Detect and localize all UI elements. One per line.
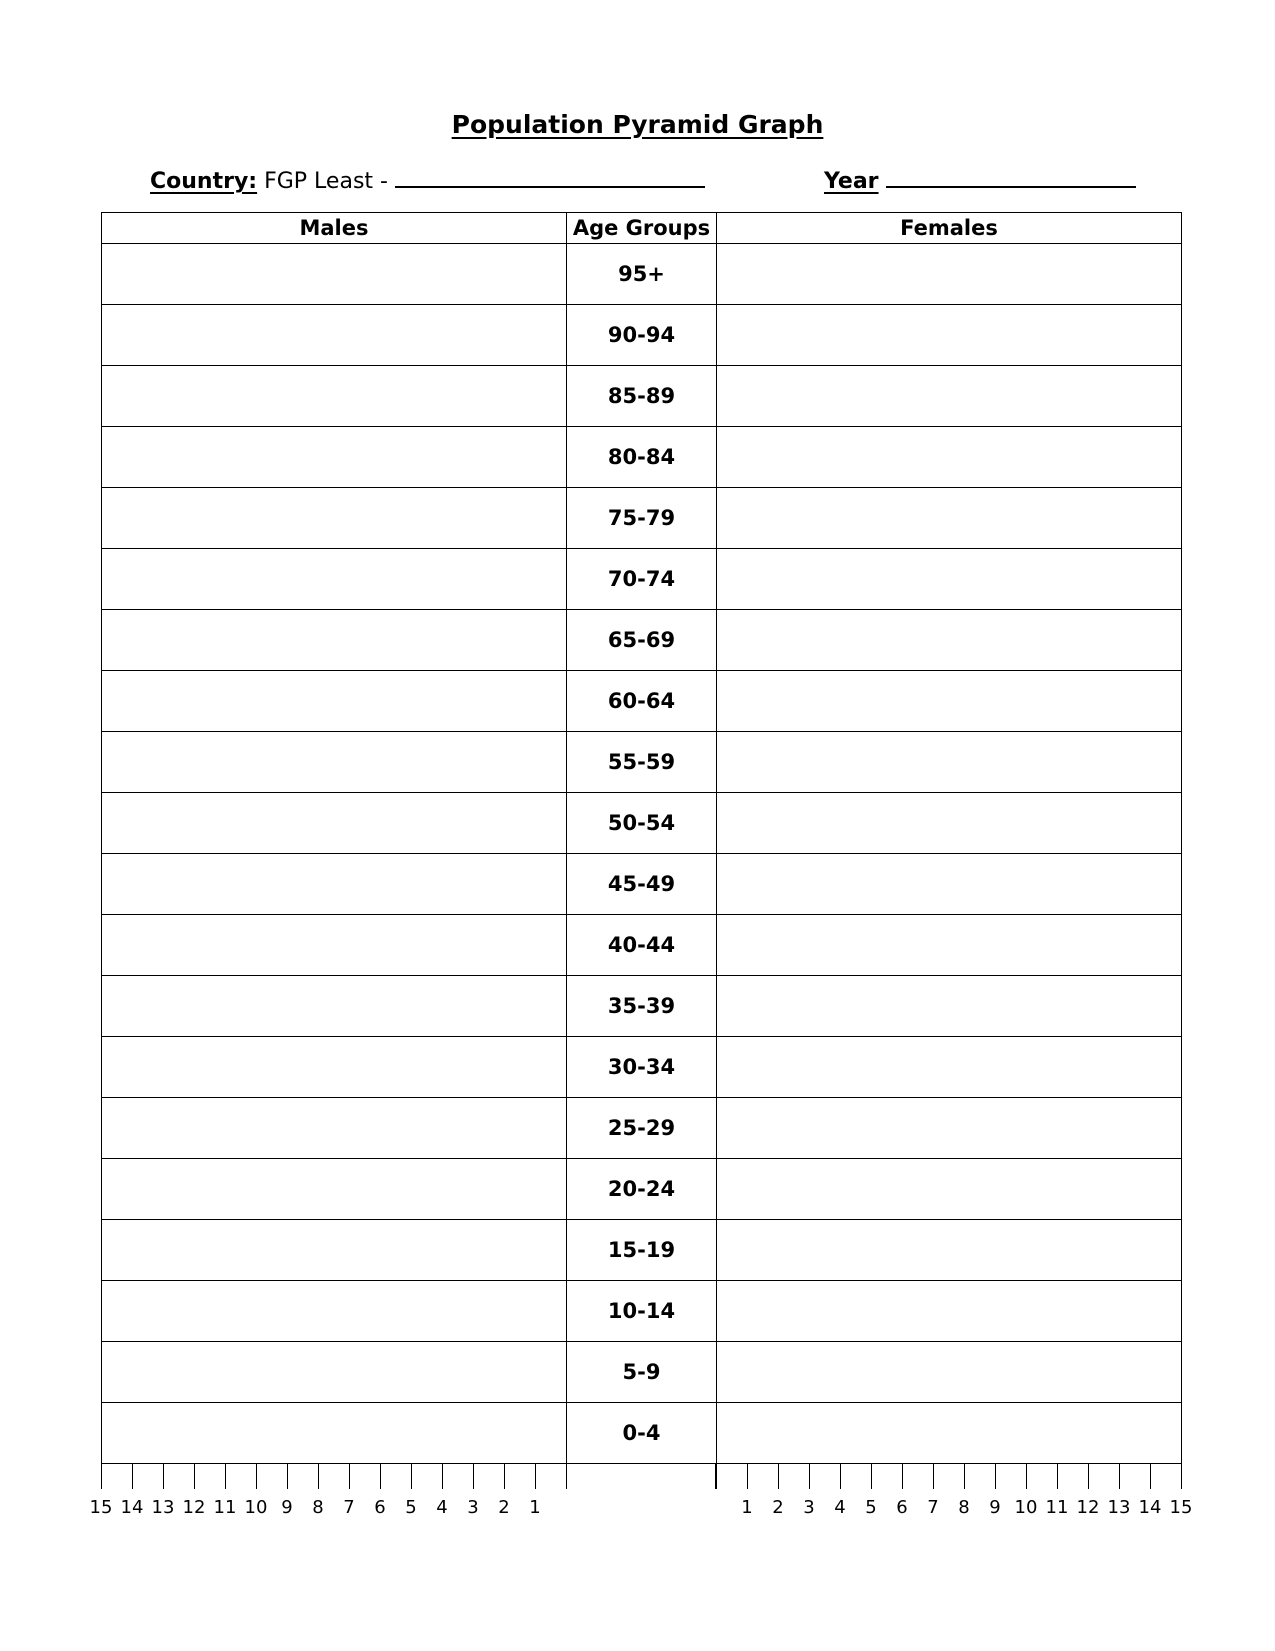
females-axis-tick: [1088, 1463, 1089, 1489]
males-axis-tick: [287, 1463, 288, 1489]
males-axis-tick: [504, 1463, 505, 1489]
males-axis-tick: [132, 1463, 133, 1489]
males-tick-label: 13: [151, 1497, 175, 1518]
table-row: [102, 427, 1182, 488]
table-row: [102, 671, 1182, 732]
females-axis-tick: [964, 1463, 965, 1489]
females-tick-label: 14: [1138, 1497, 1162, 1518]
females-axis-tick: [1119, 1463, 1120, 1489]
females-tick-label: 11: [1045, 1497, 1069, 1518]
table-row: [102, 610, 1182, 671]
females-tick-label: 1: [741, 1497, 753, 1518]
males-scale-axis: [101, 1463, 566, 1493]
males-bar-cell: [102, 1098, 567, 1159]
females-bar-cell: [717, 305, 1182, 366]
females-tick-label: 7: [927, 1497, 939, 1518]
females-bar-cell: [717, 793, 1182, 854]
females-bar-cell: [717, 610, 1182, 671]
females-tick-label: 5: [865, 1497, 877, 1518]
country-blank-line: [395, 162, 705, 188]
males-bar-cell: [102, 1159, 567, 1220]
males-tick-label: 10: [244, 1497, 268, 1518]
table-row: [102, 976, 1182, 1037]
males-axis-tick: [380, 1463, 381, 1489]
table-row: [102, 305, 1182, 366]
males-tick-label: 2: [498, 1497, 510, 1518]
table-header-row: [102, 213, 1182, 244]
age-group-label: 0-4: [567, 1403, 717, 1464]
age-groups-header: Age Groups: [567, 213, 717, 244]
males-bar-cell: [102, 366, 567, 427]
table-row: [102, 549, 1182, 610]
table-row: [102, 244, 1182, 305]
age-group-label: 25-29: [567, 1098, 717, 1159]
country-value: FGP Least -: [264, 169, 388, 194]
age-group-label: 95+: [567, 244, 717, 305]
males-axis-tick: [101, 1463, 102, 1489]
females-axis-tick: [995, 1463, 996, 1489]
females-axis-tick: [1057, 1463, 1058, 1489]
females-bar-cell: [717, 671, 1182, 732]
males-bar-cell: [102, 854, 567, 915]
year-label: Year: [824, 169, 879, 194]
males-bar-cell: [102, 610, 567, 671]
females-axis-tick: [933, 1463, 934, 1489]
table-row: [102, 854, 1182, 915]
country-label: Country:: [150, 169, 258, 194]
females-bar-cell: [717, 427, 1182, 488]
females-bar-cell: [717, 1281, 1182, 1342]
females-tick-label: 4: [834, 1497, 846, 1518]
males-tick-label: 1: [529, 1497, 541, 1518]
table-row: [102, 1098, 1182, 1159]
males-axis-tick: [163, 1463, 164, 1489]
males-bar-cell: [102, 1403, 567, 1464]
females-tick-label: 8: [958, 1497, 970, 1518]
males-tick-label: 3: [467, 1497, 479, 1518]
males-header: Males: [102, 213, 567, 244]
males-axis-tick: [349, 1463, 350, 1489]
males-bar-cell: [102, 732, 567, 793]
table-row: [102, 488, 1182, 549]
females-bar-cell: [717, 244, 1182, 305]
age-group-label: 60-64: [567, 671, 717, 732]
females-bar-cell: [717, 854, 1182, 915]
females-tick-label: 6: [896, 1497, 908, 1518]
males-tick-label: 12: [182, 1497, 206, 1518]
population-pyramid-table: [101, 212, 1182, 1464]
females-tick-label: 12: [1076, 1497, 1100, 1518]
females-scale-axis: [716, 1463, 1181, 1493]
age-group-label: 55-59: [567, 732, 717, 793]
table-row: [102, 1403, 1182, 1464]
males-tick-label: 11: [213, 1497, 237, 1518]
age-group-label: 15-19: [567, 1220, 717, 1281]
age-group-label: 10-14: [567, 1281, 717, 1342]
males-axis-tick: [225, 1463, 226, 1489]
table-row: [102, 1037, 1182, 1098]
females-axis-tick: [840, 1463, 841, 1489]
males-axis-tick: [411, 1463, 412, 1489]
age-group-label: 40-44: [567, 915, 717, 976]
females-bar-cell: [717, 488, 1182, 549]
females-axis-tick: [871, 1463, 872, 1489]
year-blank-line: [886, 162, 1136, 188]
females-axis-tick: [716, 1463, 717, 1489]
country-field: [150, 162, 705, 192]
males-bar-cell: [102, 671, 567, 732]
females-axis-tick: [747, 1463, 748, 1489]
males-bar-cell: [102, 1037, 567, 1098]
females-tick-label: 10: [1014, 1497, 1038, 1518]
females-bar-cell: [717, 366, 1182, 427]
males-axis-tick: [442, 1463, 443, 1489]
males-tick-label: 14: [120, 1497, 144, 1518]
males-axis-tick: [256, 1463, 257, 1489]
age-group-label: 50-54: [567, 793, 717, 854]
age-group-label: 90-94: [567, 305, 717, 366]
females-tick-label: 2: [772, 1497, 784, 1518]
age-group-label: 65-69: [567, 610, 717, 671]
table-row: [102, 732, 1182, 793]
males-bar-cell: [102, 244, 567, 305]
year-field: [824, 162, 1136, 192]
females-bar-cell: [717, 1098, 1182, 1159]
age-group-label: 80-84: [567, 427, 717, 488]
females-axis-tick: [1181, 1463, 1182, 1489]
females-bar-cell: [717, 732, 1182, 793]
males-tick-label: 5: [405, 1497, 417, 1518]
females-bar-cell: [717, 915, 1182, 976]
age-axis-gap: [566, 1463, 716, 1489]
females-tick-label: 15: [1169, 1497, 1193, 1518]
males-tick-label: 6: [374, 1497, 386, 1518]
females-bar-cell: [717, 976, 1182, 1037]
males-bar-cell: [102, 1342, 567, 1403]
males-bar-cell: [102, 488, 567, 549]
females-axis-tick: [809, 1463, 810, 1489]
age-group-label: 30-34: [567, 1037, 717, 1098]
age-group-label: 75-79: [567, 488, 717, 549]
males-axis-tick: [535, 1463, 536, 1489]
age-group-label: 85-89: [567, 366, 717, 427]
males-bar-cell: [102, 915, 567, 976]
females-axis-tick: [1150, 1463, 1151, 1489]
females-bar-cell: [717, 1220, 1182, 1281]
females-axis-tick: [1026, 1463, 1027, 1489]
age-group-label: 20-24: [567, 1159, 717, 1220]
table-row: [102, 793, 1182, 854]
table-row: [102, 366, 1182, 427]
males-bar-cell: [102, 305, 567, 366]
females-axis-tick: [778, 1463, 779, 1489]
males-tick-label: 8: [312, 1497, 324, 1518]
females-tick-label: 9: [989, 1497, 1001, 1518]
females-bar-cell: [717, 1403, 1182, 1464]
females-bar-cell: [717, 1342, 1182, 1403]
males-axis-tick: [318, 1463, 319, 1489]
males-bar-cell: [102, 793, 567, 854]
females-bar-cell: [717, 549, 1182, 610]
table-row: [102, 1220, 1182, 1281]
males-tick-label: 15: [89, 1497, 113, 1518]
males-bar-cell: [102, 976, 567, 1037]
age-group-label: 70-74: [567, 549, 717, 610]
males-tick-label: 4: [436, 1497, 448, 1518]
age-group-label: 35-39: [567, 976, 717, 1037]
table-body: [102, 244, 1182, 1464]
page-title: Population Pyramid Graph: [451, 110, 824, 139]
table-row: [102, 915, 1182, 976]
males-bar-cell: [102, 1281, 567, 1342]
females-axis-tick: [902, 1463, 903, 1489]
males-tick-label: 7: [343, 1497, 355, 1518]
females-bar-cell: [717, 1159, 1182, 1220]
males-axis-tick: [194, 1463, 195, 1489]
age-group-label: 5-9: [567, 1342, 717, 1403]
table-row: [102, 1342, 1182, 1403]
females-tick-label: 13: [1107, 1497, 1131, 1518]
females-bar-cell: [717, 1037, 1182, 1098]
table-row: [102, 1281, 1182, 1342]
males-axis-tick: [473, 1463, 474, 1489]
males-bar-cell: [102, 1220, 567, 1281]
males-bar-cell: [102, 427, 567, 488]
males-bar-cell: [102, 549, 567, 610]
females-tick-label: 3: [803, 1497, 815, 1518]
females-header: Females: [717, 213, 1182, 244]
males-tick-label: 9: [281, 1497, 293, 1518]
table-row: [102, 1159, 1182, 1220]
age-group-label: 45-49: [567, 854, 717, 915]
